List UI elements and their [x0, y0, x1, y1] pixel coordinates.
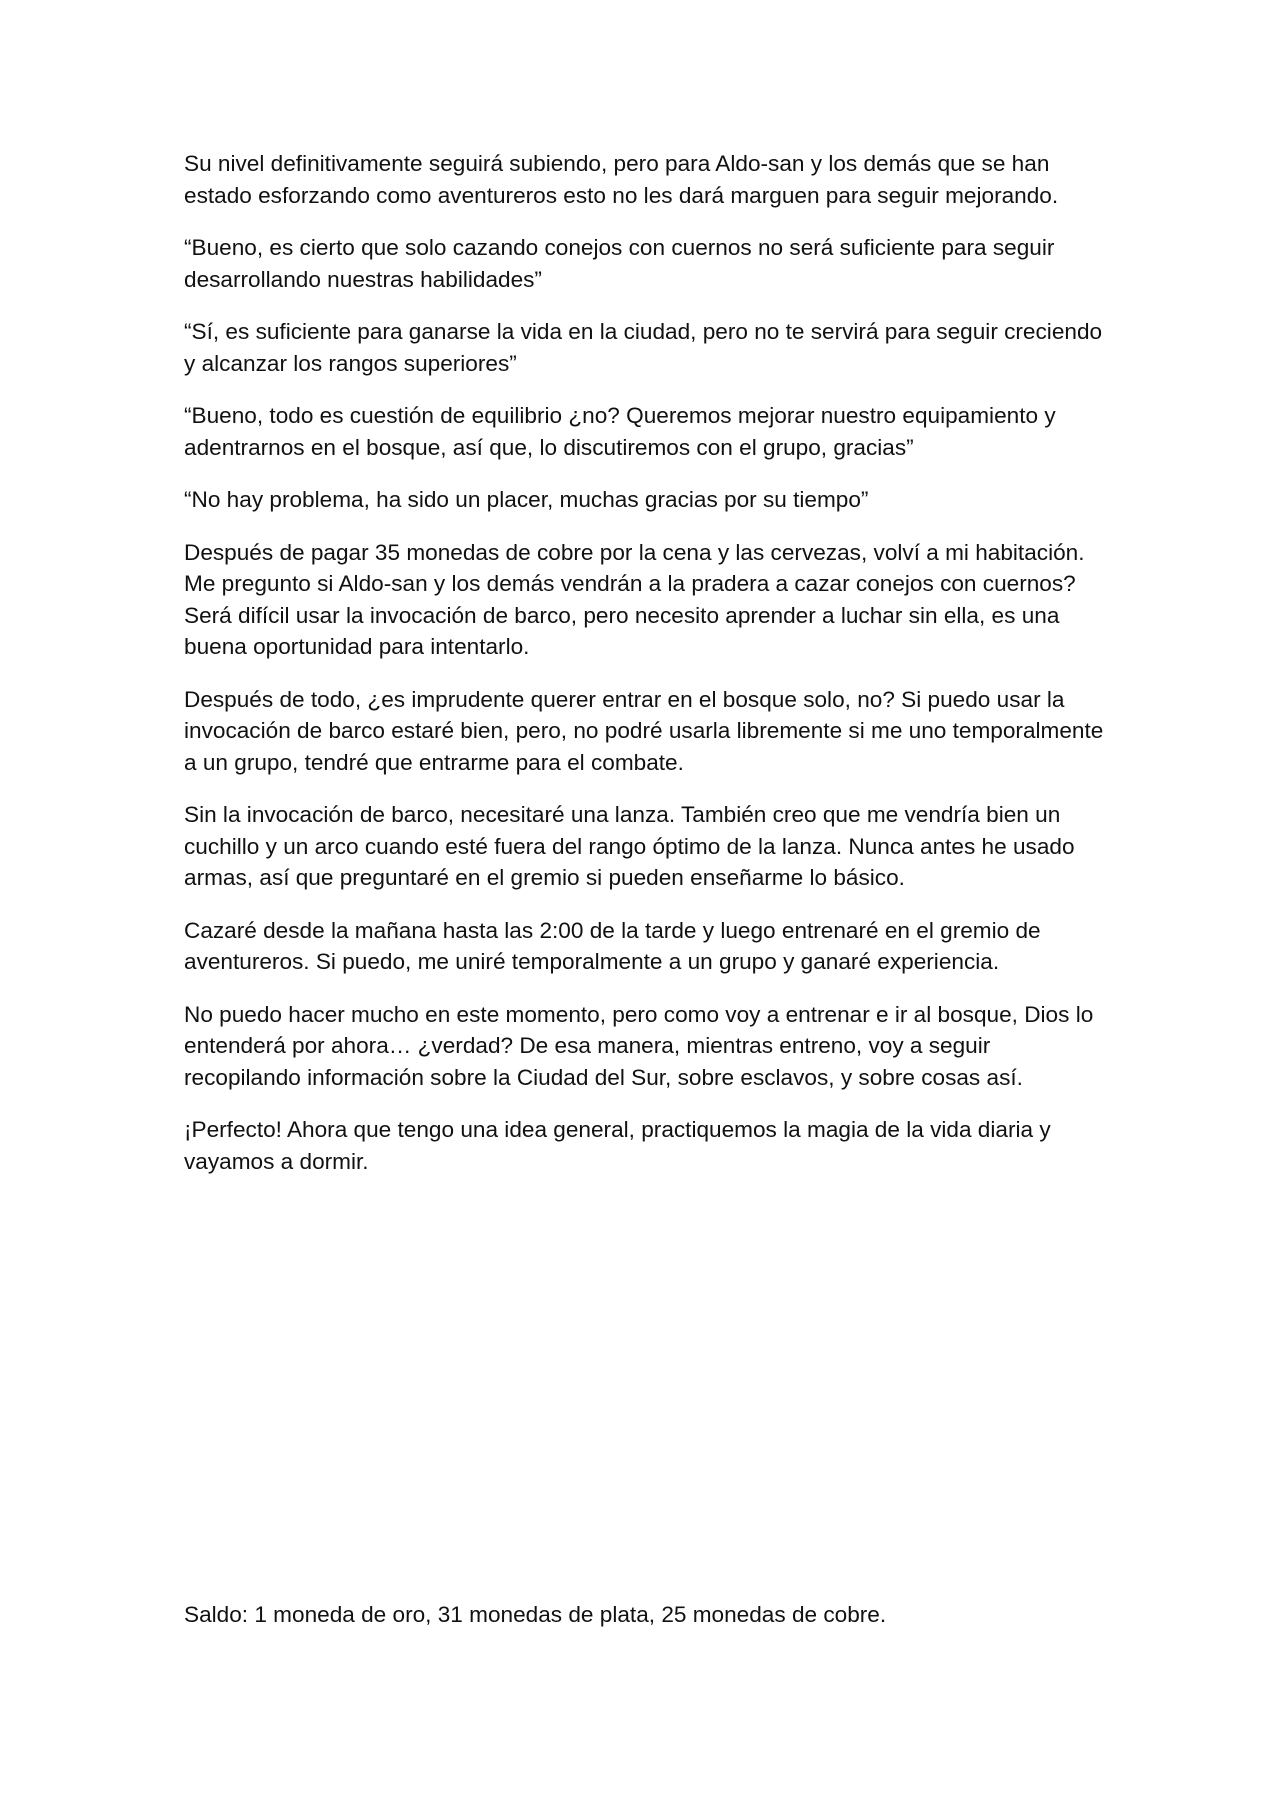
paragraph: “No hay problema, ha sido un placer, muchas gracias por su tiempo”: [184, 487, 869, 512]
paragraph: ¡Perfecto! Ahora que tengo una idea general, practiquemos la magia de la vida diaria y vayamos a dormir.: [184, 1117, 1051, 1174]
paragraph: Sin la invocación de barco, necesitaré una lanza. También creo que me vendría bien un cuchillo y un arco cuando esté fuera del rango óptimo de la lanza. Nunca antes he usado armas, así que preguntaré en el gremio si pueden enseñarme lo básico.: [184, 802, 1075, 890]
paragraph: No puedo hacer mucho en este momento, pero como voy a entrenar e ir al bosque, Dios lo entenderá por ahora… ¿verdad? De esa manera, mientras entreno, voy a seguir recopilando información sobre la Ciudad del Sur, sobre esclavos, y sobre cosas así.: [184, 1001, 1094, 1090]
paragraph: “Sí, es suficiente para ganarse la vida en la ciudad, pero no te servirá para seguir creciendo y alcanzar los rangos superiores”: [184, 319, 1103, 376]
paragraph: Después de pagar 35 monedas de cobre por la cena y las cervezas, volví a mi habitación. Me pregunto si Aldo-san y los demás vendrán a la pradera a cazar conejos con cuernos? Será difícil usar la invocación de barco, pero necesito aprender a luchar sin ella, es una buena oportunidad para intentarlo.: [184, 539, 1085, 659]
paragraph: “Bueno, todo es cuestión de equilibrio ¿no? Queremos mejorar nuestro equipamiento y adentrarnos en el bosque, así que, lo discutiremos con el grupo, gracias”: [184, 403, 1056, 460]
balance-line: Saldo: 1 moneda de oro, 31 monedas de plata, 25 monedas de cobre.: [184, 1602, 887, 1627]
paragraph: Su nivel definitivamente seguirá subiendo, pero para Aldo-san y los demás que se han estado esforzando como aventureros esto no les dará marguen para seguir mejorando.: [184, 151, 1059, 208]
paragraph: Después de todo, ¿es imprudente querer entrar en el bosque solo, no? Si puedo usar la invocación de barco estaré bien, pero, no podré usarla libremente si me uno temporalmente a un grupo, tendré que entrarme para el combate.: [184, 686, 1104, 775]
paragraph: “Bueno, es cierto que solo cazando conejos con cuernos no será suficiente para seguir desarrollando nuestras habilidades”: [184, 235, 1055, 292]
paragraph: Cazaré desde la mañana hasta las 2:00 de la tarde y luego entrenaré en el gremio de aventureros. Si puedo, me uniré temporalmente a un grupo y ganaré experiencia.: [184, 917, 1041, 974]
document-body: [184, 148, 1104, 1198]
